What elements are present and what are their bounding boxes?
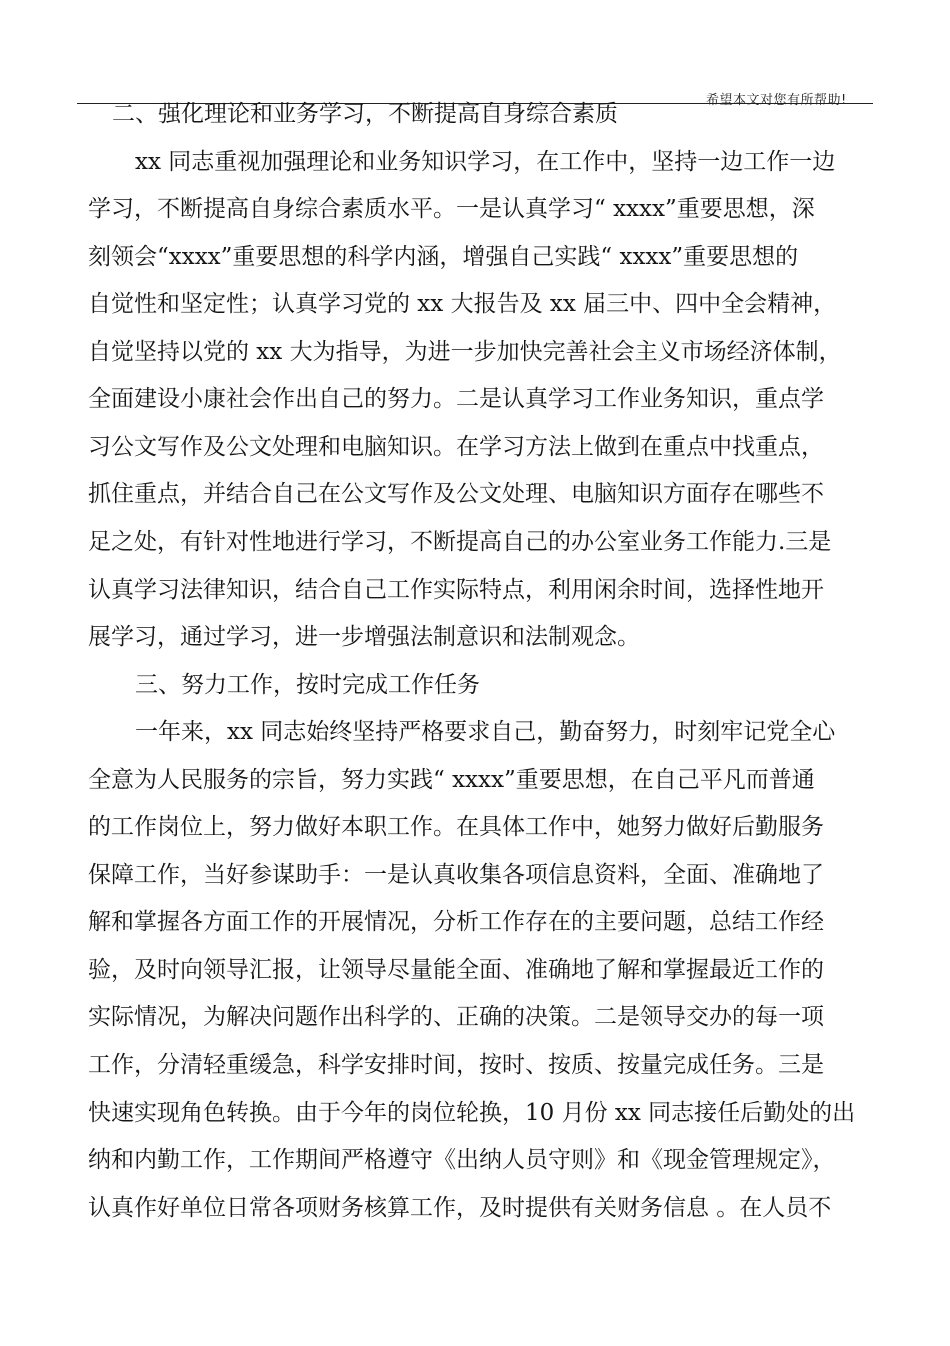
text-line: 实际情况，为解决问题作出科学的、正确的决策。二是领导交办的每一项 <box>88 1004 824 1031</box>
header-note: 希望本文对您有所帮助! <box>706 93 847 108</box>
text-line: 足之处，有针对性地进行学习，不断提高自己的办公室业务工作能力.三是 <box>88 528 832 555</box>
text-line: 认真学习法律知识，结合自己工作实际特点，利用闲余时间，选择性地开 <box>88 576 824 603</box>
text-line: 三、努力工作，按时完成工作任务 <box>135 671 480 698</box>
text-line: 一年来，xx 同志始终坚持严格要求自己，勤奋努力，时刻牢记党全心 <box>135 719 836 746</box>
text-line: 刻领会“xxxx”重要思想的科学内涵，增强自己实践“ xxxx”重要思想的 <box>88 243 799 270</box>
text-line: 快速实现角色转换。由于今年的岗位轮换，10 月份 xx 同志接任后勤处的出 <box>88 1099 856 1126</box>
text-line: 验，及时向领导汇报，让领导尽量能全面、准确地了解和掌握最近工作的 <box>88 956 824 983</box>
text-line: 全意为人民服务的宗旨，努力实践“ xxxx”重要思想，在自己平凡而普通 <box>88 766 815 793</box>
text-line: 自觉性和坚定性；认真学习党的 xx 大报告及 xx 届三中、四中全会精神， <box>88 291 837 318</box>
text-line: 二、强化理论和业务学习，不断提高自身综合素质 <box>112 101 618 127</box>
text-line: xx 同志重视加强理论和业务知识学习，在工作中，坚持一边工作一边 <box>135 148 836 175</box>
text-line: 全面建设小康社会作出自己的努力。二是认真学习工作业务知识，重点学 <box>88 386 824 413</box>
text-line: 习公文写作及公文处理和电脑知识。在学习方法上做到在重点中找重点， <box>88 433 824 460</box>
text-line: 解和掌握各方面工作的开展情况，分析工作存在的主要问题，总结工作经 <box>88 909 824 936</box>
text-line: 展学习，通过学习，进一步增强法制意识和法制观念。 <box>88 624 640 651</box>
text-line: 认真作好单位日常各项财务核算工作，及时提供有关财务信息 。在人员不 <box>88 1194 832 1221</box>
text-line: 纳和内勤工作，工作期间严格遵守《出纳人员守则》和《现金管理规定》， <box>88 1147 836 1174</box>
text-line: 工作，分清轻重缓急，科学安排时间，按时、按质、按量完成任务。三是 <box>88 1052 824 1078</box>
text-line: 抓住重点，并结合自己在公文写作及公文处理、电脑知识方面存在哪些不 <box>88 481 824 508</box>
text-line: 保障工作，当好参谋助手：一是认真收集各项信息资料，全面、准确地了 <box>88 861 824 888</box>
text-line: 的工作岗位上，努力做好本职工作。在具体工作中，她努力做好后勤服务 <box>88 814 824 841</box>
text-line: 自觉坚持以党的 xx 大为指导，为进一步加快完善社会主义市场经济体制， <box>88 338 842 365</box>
text-line: 学习，不断提高自身综合素质水平。一是认真学习“ xxxx”重要思想，深 <box>88 196 815 223</box>
